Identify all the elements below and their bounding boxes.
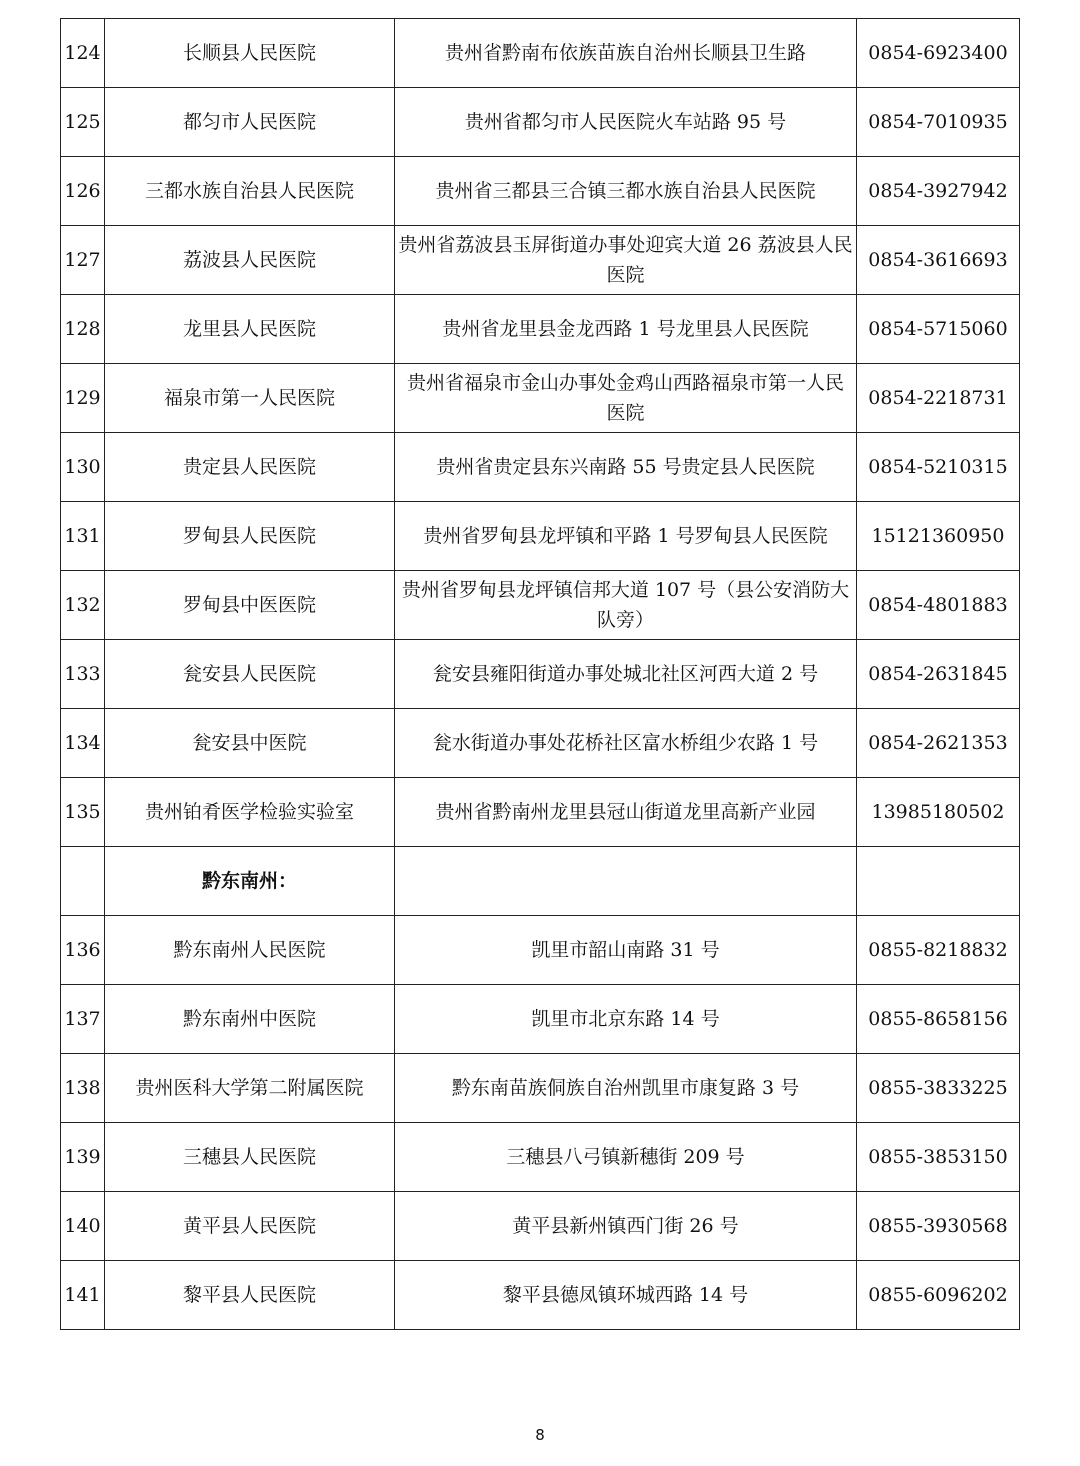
row-number: 127 — [61, 226, 105, 295]
table-row — [61, 502, 1020, 571]
hospital-address: 贵州省三都县三合镇三都水族自治县人民医院 — [395, 157, 857, 226]
hospital-address: 贵州省龙里县金龙西路 1 号龙里县人民医院 — [395, 295, 857, 364]
hospital-name: 黄平县人民医院 — [105, 1192, 395, 1261]
row-number: 139 — [61, 1123, 105, 1192]
section-number-cell — [61, 847, 105, 916]
section-empty-cell — [395, 847, 857, 916]
hospital-name: 荔波县人民医院 — [105, 226, 395, 295]
row-number: 128 — [61, 295, 105, 364]
hospital-name: 贵州医科大学第二附属医院 — [105, 1054, 395, 1123]
hospital-address: 凯里市韶山南路 31 号 — [395, 916, 857, 985]
hospital-address: 黔东南苗族侗族自治州凯里市康复路 3 号 — [395, 1054, 857, 1123]
hospital-phone: 0855-6096202 — [857, 1261, 1020, 1330]
table-row — [61, 985, 1020, 1054]
row-number: 133 — [61, 640, 105, 709]
hospital-name: 三都水族自治县人民医院 — [105, 157, 395, 226]
row-number: 140 — [61, 1192, 105, 1261]
table-row — [61, 1261, 1020, 1330]
row-number: 132 — [61, 571, 105, 640]
row-number: 125 — [61, 88, 105, 157]
hospital-address: 贵州省福泉市金山办事处金鸡山西路福泉市第一人民医院 — [395, 364, 857, 433]
hospital-name: 贵州铂肴医学检验实验室 — [105, 778, 395, 847]
hospital-name: 黎平县人民医院 — [105, 1261, 395, 1330]
table-row — [61, 364, 1020, 433]
page-number: 8 — [535, 1426, 545, 1444]
table-row — [61, 1192, 1020, 1261]
hospital-phone: 0854-2621353 — [857, 709, 1020, 778]
hospital-address: 贵州省罗甸县龙坪镇信邦大道 107 号（县公安消防大队旁） — [395, 571, 857, 640]
hospital-name: 黔东南州人民医院 — [105, 916, 395, 985]
row-number: 134 — [61, 709, 105, 778]
row-number: 131 — [61, 502, 105, 571]
row-number: 137 — [61, 985, 105, 1054]
table-row — [61, 1054, 1020, 1123]
hospital-address: 三穗县八弓镇新穗街 209 号 — [395, 1123, 857, 1192]
hospital-phone: 0855-3853150 — [857, 1123, 1020, 1192]
hospital-address: 贵州省罗甸县龙坪镇和平路 1 号罗甸县人民医院 — [395, 502, 857, 571]
hospital-phone: 0854-6923400 — [857, 19, 1020, 88]
hospital-name: 罗甸县中医医院 — [105, 571, 395, 640]
section-empty-cell — [857, 847, 1020, 916]
hospital-address: 瓮水街道办事处花桥社区富水桥组少农路 1 号 — [395, 709, 857, 778]
hospital-address: 黎平县德凤镇环城西路 14 号 — [395, 1261, 857, 1330]
hospital-phone: 0854-2218731 — [857, 364, 1020, 433]
hospital-address: 贵州省黔南州龙里县冠山街道龙里高新产业园 — [395, 778, 857, 847]
hospital-phone: 0854-5210315 — [857, 433, 1020, 502]
hospital-phone: 0854-5715060 — [857, 295, 1020, 364]
table-row — [61, 916, 1020, 985]
table-row — [61, 709, 1020, 778]
hospital-address: 贵州省贵定县东兴南路 55 号贵定县人民医院 — [395, 433, 857, 502]
hospital-phone: 0854-2631845 — [857, 640, 1020, 709]
row-number: 124 — [61, 19, 105, 88]
hospital-name: 黔东南州中医院 — [105, 985, 395, 1054]
hospital-phone: 0855-3930568 — [857, 1192, 1020, 1261]
table-row — [61, 19, 1020, 88]
row-number: 130 — [61, 433, 105, 502]
hospital-name: 罗甸县人民医院 — [105, 502, 395, 571]
hospital-name: 瓮安县中医院 — [105, 709, 395, 778]
row-number: 138 — [61, 1054, 105, 1123]
table-row — [61, 157, 1020, 226]
hospital-phone: 0854-3927942 — [857, 157, 1020, 226]
table-row — [61, 226, 1020, 295]
table-row — [61, 295, 1020, 364]
hospital-phone: 0855-3833225 — [857, 1054, 1020, 1123]
hospital-phone: 0854-3616693 — [857, 226, 1020, 295]
hospital-phone: 0855-8218832 — [857, 916, 1020, 985]
hospital-phone: 15121360950 — [857, 502, 1020, 571]
row-number: 141 — [61, 1261, 105, 1330]
hospital-name: 龙里县人民医院 — [105, 295, 395, 364]
section-label: 黔东南州： — [105, 847, 395, 916]
table-row — [61, 88, 1020, 157]
hospital-name: 三穗县人民医院 — [105, 1123, 395, 1192]
table-row — [61, 778, 1020, 847]
section-row — [61, 847, 1020, 916]
row-number: 135 — [61, 778, 105, 847]
hospital-name: 贵定县人民医院 — [105, 433, 395, 502]
hospital-address: 凯里市北京东路 14 号 — [395, 985, 857, 1054]
hospital-name: 瓮安县人民医院 — [105, 640, 395, 709]
table-row — [61, 433, 1020, 502]
hospital-address: 黄平县新州镇西门街 26 号 — [395, 1192, 857, 1261]
hospital-table — [60, 18, 1020, 1330]
row-number: 126 — [61, 157, 105, 226]
hospital-address: 贵州省黔南布依族苗族自治州长顺县卫生路 — [395, 19, 857, 88]
hospital-phone: 0854-4801883 — [857, 571, 1020, 640]
hospital-address: 瓮安县雍阳街道办事处城北社区河西大道 2 号 — [395, 640, 857, 709]
table-row — [61, 571, 1020, 640]
hospital-phone: 0854-7010935 — [857, 88, 1020, 157]
row-number: 129 — [61, 364, 105, 433]
hospital-phone: 0855-8658156 — [857, 985, 1020, 1054]
hospital-name: 都匀市人民医院 — [105, 88, 395, 157]
table-row — [61, 1123, 1020, 1192]
table-row — [61, 640, 1020, 709]
hospital-name: 福泉市第一人民医院 — [105, 364, 395, 433]
row-number: 136 — [61, 916, 105, 985]
hospital-address: 贵州省都匀市人民医院火车站路 95 号 — [395, 88, 857, 157]
hospital-address: 贵州省荔波县玉屏街道办事处迎宾大道 26 荔波县人民医院 — [395, 226, 857, 295]
hospital-phone: 13985180502 — [857, 778, 1020, 847]
hospital-name: 长顺县人民医院 — [105, 19, 395, 88]
